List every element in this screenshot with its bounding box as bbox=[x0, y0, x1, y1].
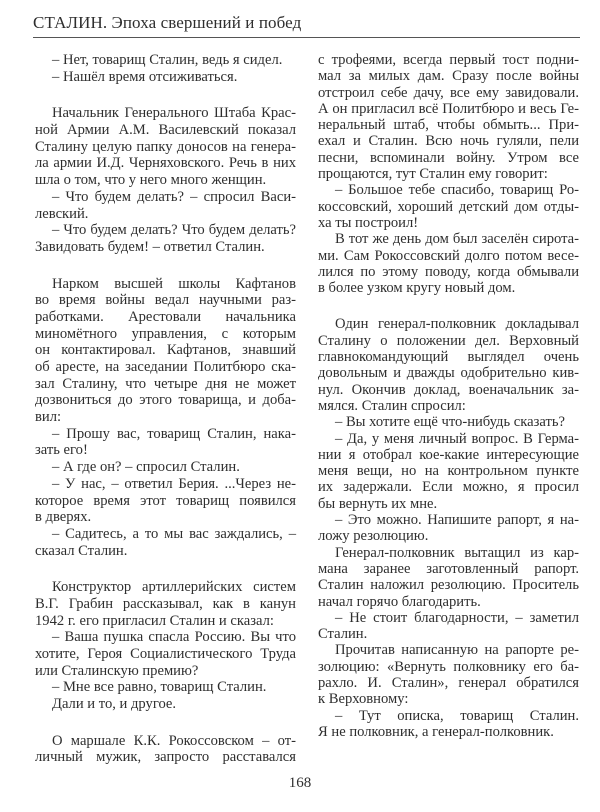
text-line: зал Сталину, что четыре дня не может bbox=[35, 375, 296, 392]
paragraph bbox=[35, 426, 296, 459]
paragraph bbox=[35, 579, 296, 629]
text-line: он контактировал. Кафтанов, знавший bbox=[35, 342, 296, 359]
text-line: – Мне все равно, товарищ Сталин. bbox=[52, 679, 267, 696]
text-line: мялся. Сталин спросил: bbox=[318, 397, 466, 414]
text-line: мал за милых дам. Сразу после войны bbox=[318, 68, 579, 85]
paragraph bbox=[35, 222, 296, 255]
text-line: ла армии И.Д. Черняховского. Речь в них bbox=[35, 155, 296, 172]
text-line: 1942 г. его пригласил Сталин и сказал: bbox=[35, 612, 274, 629]
paragraph bbox=[318, 545, 579, 610]
text-line: – У нас, – ответил Берия. ...Через не- bbox=[52, 475, 296, 492]
text-line: – Тут описка, товарищ Сталин. bbox=[335, 707, 579, 724]
text-line: к Верховному: bbox=[318, 691, 409, 708]
text-line: лился по этому поводу, когда обмывали bbox=[318, 263, 579, 280]
text-line: ложу резолюцию. bbox=[318, 528, 429, 545]
paragraph bbox=[35, 52, 296, 69]
text-section bbox=[318, 52, 579, 296]
text-line: В.Г. Грабин рассказывал, как в канун bbox=[35, 595, 296, 612]
text-line: шла о том, что у него много женщин. bbox=[35, 172, 267, 189]
text-line: Завидовать будем! – ответил Сталин. bbox=[35, 238, 265, 255]
text-section bbox=[35, 579, 296, 713]
text-line: ной Армии А.М. Василевский показал bbox=[35, 122, 296, 139]
text-line: об аресте, на заседании Политбюро ска- bbox=[35, 359, 296, 375]
text-line: нул. Окончив доклад, военачальник за- bbox=[318, 381, 579, 398]
text-line: Сталину о положении дел. Верховный bbox=[318, 332, 579, 349]
text-line: которое время этот товарищ появился bbox=[35, 492, 296, 509]
text-line: главнокомандующий выглядел очень bbox=[318, 349, 579, 366]
text-line: – Вы хотите ещё что-нибудь сказать? bbox=[335, 414, 565, 431]
paragraph bbox=[318, 52, 579, 182]
text-line: меня вещи, но на контрольном пункте bbox=[318, 463, 579, 480]
text-line: – Нет, товарищ Сталин, ведь я сидел. bbox=[52, 52, 283, 68]
running-header bbox=[33, 10, 580, 38]
text-line: – Что будем делать? Что будем делать? bbox=[52, 222, 296, 239]
text-line: коссовский, хороший детский дом отды- bbox=[318, 198, 579, 215]
text-line: – Что будем делать? – спросил Васи- bbox=[52, 188, 296, 205]
paragraph bbox=[35, 189, 296, 222]
text-section bbox=[35, 105, 296, 255]
text-line: сказал Сталин. bbox=[35, 542, 128, 559]
paragraph bbox=[35, 679, 296, 696]
text-line: Сталину целую папку доносов на генера- bbox=[35, 138, 296, 155]
text-line: ха ты построил! bbox=[318, 214, 419, 231]
text-line: Генерал-полковник вытащил из кар- bbox=[335, 544, 579, 561]
text-line: ехал и Сталин. Всю ночь гуляли, пели bbox=[318, 133, 579, 150]
text-line: Сталин наложил резолюцию. Проситель bbox=[318, 577, 579, 594]
text-line: – Да, у меня личный вопрос. В Герма- bbox=[335, 430, 579, 447]
text-line: песни, вспоминали войну. Утром все bbox=[318, 149, 579, 166]
text-line: начал горячо благодарить. bbox=[318, 593, 481, 610]
text-section bbox=[35, 276, 296, 560]
text-line: В тот же день дом был заселён сирота- bbox=[335, 231, 579, 248]
text-line: бы вернуть их мне. bbox=[318, 495, 438, 512]
text-line: нии я отобрал кое-какие интересующие bbox=[318, 446, 579, 463]
paragraph bbox=[35, 276, 296, 426]
paragraph bbox=[318, 414, 579, 430]
text-line: – Это можно. Напишите рапорт, я на- bbox=[335, 512, 579, 529]
text-line: их задержали. Если можно, я просил bbox=[318, 479, 579, 496]
text-line: в дверях. bbox=[35, 509, 92, 526]
page-number: 168 bbox=[288, 775, 312, 791]
paragraph bbox=[318, 512, 579, 545]
text-line: Конструктор артиллерийских систем bbox=[52, 579, 296, 596]
text-line: – Большое тебе спасибо, товарищ Ро- bbox=[335, 182, 579, 199]
paragraph bbox=[35, 105, 296, 188]
paragraph bbox=[318, 610, 579, 643]
text-line: мана заранее заготовленный рапорт. bbox=[318, 560, 579, 577]
text-line: левский. bbox=[35, 205, 89, 222]
text-line: зать его! bbox=[35, 442, 88, 459]
text-line: ми. Сам Рокоссовский долго потом весе- bbox=[318, 247, 579, 264]
text-line: с трофеями, всегда первый тост подни- bbox=[318, 52, 579, 68]
text-line: или Сталинскую премию? bbox=[35, 662, 199, 679]
text-line: прощаются, тут Сталин ему говорит: bbox=[318, 166, 548, 183]
text-line: Прочитав написанную на рапорте ре- bbox=[335, 642, 579, 659]
paragraph bbox=[318, 431, 579, 512]
text-line: А он пригласил всё Политбюро и весь Ге- bbox=[318, 100, 579, 117]
left-column bbox=[35, 52, 296, 766]
text-section bbox=[35, 733, 296, 766]
text-line: хотите, Героя Социалистического Труда bbox=[35, 646, 296, 662]
text-line: миномётного управления, с которым bbox=[35, 325, 296, 342]
text-line: – Ваша пушка спасла Россию. Вы что bbox=[52, 629, 296, 646]
right-column bbox=[318, 52, 579, 740]
paragraph bbox=[35, 629, 296, 679]
text-section bbox=[35, 52, 296, 85]
running-title: СТАЛИН. Эпоха свершений и побед bbox=[33, 13, 302, 32]
text-line: О маршале К.К. Рокоссовском – от- bbox=[52, 732, 296, 749]
text-line: отстроил себе дачу, все ему завидовали. bbox=[318, 84, 579, 101]
text-line: дозвониться до этого товарища, и доба- bbox=[35, 392, 296, 409]
text-line: Один генерал-полковник докладывал bbox=[335, 316, 579, 333]
text-line: довольным и дважды одобрительно кив- bbox=[318, 365, 579, 382]
paragraph bbox=[318, 316, 579, 414]
text-line: Дали и то, и другое. bbox=[52, 696, 177, 713]
paragraph bbox=[35, 696, 296, 713]
text-line: неральный штаб, чтобы обмыть... При- bbox=[318, 117, 579, 134]
text-line: во время войны ведал научными раз- bbox=[35, 292, 296, 309]
paragraph bbox=[35, 733, 296, 766]
paragraph bbox=[318, 708, 579, 741]
text-line: – Нашёл время отсиживаться. bbox=[52, 68, 238, 85]
paragraph bbox=[318, 182, 579, 231]
text-line: Нарком высшей школы Кафтанов bbox=[52, 275, 296, 292]
text-line: – А где он? – спросил Сталин. bbox=[52, 459, 240, 476]
text-line: личный мужик, запросто расставался bbox=[35, 749, 296, 766]
paragraph bbox=[318, 231, 579, 296]
paragraph bbox=[318, 642, 579, 707]
text-line: вил: bbox=[35, 409, 62, 426]
text-line: в более узком кругу новый дом. bbox=[318, 280, 516, 297]
text-line: рахло. И. Сталин», генерал обратился bbox=[318, 674, 579, 691]
text-line: – Садитесь, а то мы вас заждались, – bbox=[52, 525, 296, 542]
paragraph bbox=[35, 476, 296, 526]
text-line: Я не полковник, а генерал-полковник. bbox=[318, 723, 554, 740]
text-section bbox=[318, 316, 579, 740]
text-line: – Не стоит благодарности, – заметил bbox=[335, 609, 579, 626]
text-line: работками. Арестовали начальника bbox=[35, 308, 296, 325]
text-line: Сталин. bbox=[318, 626, 368, 643]
paragraph bbox=[35, 526, 296, 559]
paragraph bbox=[35, 459, 296, 476]
text-line: золюцию: «Вернуть полковнику его ба- bbox=[318, 658, 579, 675]
text-line: – Прошу вас, товарищ Сталин, нака- bbox=[52, 425, 296, 442]
text-line: Начальник Генерального Штаба Крас- bbox=[52, 105, 296, 122]
paragraph bbox=[35, 69, 296, 86]
